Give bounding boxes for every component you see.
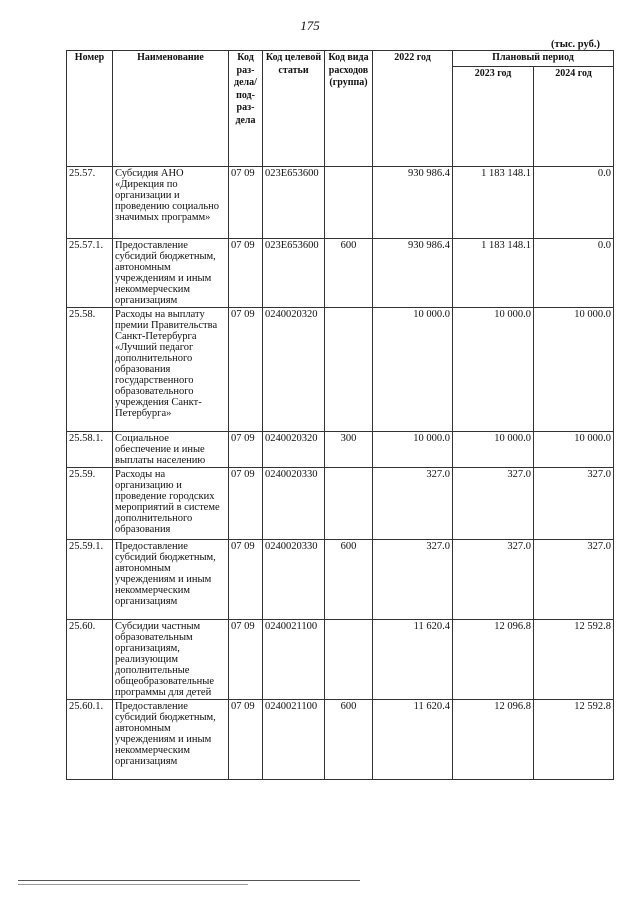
table-row <box>67 619 614 699</box>
row-name: Предоставление субсидий бюджетным, автономным учреждениям и иным некоммерческим организациям <box>113 699 229 779</box>
row-value-2022: 10 000.0 <box>373 307 453 431</box>
row-expense-code: 600 <box>325 699 373 779</box>
row-value-2024: 12 592.8 <box>534 699 614 779</box>
row-value-2024: 10 000.0 <box>534 431 614 467</box>
row-section-code: 07 09 <box>229 699 263 779</box>
row-number: 25.58. <box>67 307 113 431</box>
table-row <box>67 539 614 619</box>
header-2024: 2024 год <box>534 66 614 166</box>
row-target-code: 0240020330 <box>263 539 325 619</box>
header-name: Наименование <box>113 51 229 167</box>
row-name: Предоставление субсидий бюджетным, автономным учреждениям и иным некоммерческим организациям <box>113 238 229 307</box>
row-target-code: 0240021100 <box>263 619 325 699</box>
row-number: 25.59.1. <box>67 539 113 619</box>
header-plan-period: Плановый период <box>453 51 614 67</box>
row-value-2023: 1 183 148.1 <box>453 238 534 307</box>
row-value-2022: 327.0 <box>373 539 453 619</box>
row-number: 25.59. <box>67 467 113 539</box>
row-section-code: 07 09 <box>229 539 263 619</box>
table-row <box>67 467 614 539</box>
row-name: Расходы на выплату премии Правительства Санкт-Петербурга «Лучший педагог дополнительного образования государственного образовательного учреждения Санкт-Петербурга» <box>113 307 229 431</box>
header-number: Номер <box>67 51 113 167</box>
table-row <box>67 166 614 238</box>
row-target-code: 0240020320 <box>263 431 325 467</box>
row-value-2022: 11 620.4 <box>373 699 453 779</box>
row-section-code: 07 09 <box>229 431 263 467</box>
row-value-2023: 1 183 148.1 <box>453 166 534 238</box>
footer-line <box>18 880 360 881</box>
header-2023: 2023 год <box>453 66 534 166</box>
row-value-2022: 10 000.0 <box>373 431 453 467</box>
row-value-2023: 10 000.0 <box>453 431 534 467</box>
row-value-2023: 327.0 <box>453 467 534 539</box>
row-number: 25.57. <box>67 166 113 238</box>
row-value-2024: 0.0 <box>534 166 614 238</box>
row-target-code: 023E653600 <box>263 166 325 238</box>
header-expense-type: Код вида расходов (группа) <box>325 51 373 167</box>
row-value-2022: 327.0 <box>373 467 453 539</box>
row-section-code: 07 09 <box>229 619 263 699</box>
row-target-code: 0240020320 <box>263 307 325 431</box>
table-row <box>67 699 614 779</box>
row-section-code: 07 09 <box>229 467 263 539</box>
row-number: 25.60. <box>67 619 113 699</box>
footer-line-short <box>18 884 248 885</box>
table-row <box>67 431 614 467</box>
row-value-2023: 10 000.0 <box>453 307 534 431</box>
row-value-2023: 12 096.8 <box>453 699 534 779</box>
row-name: Субсидии частным образовательным организациям, реализующим дополнительные общеобразовательные программы для детей <box>113 619 229 699</box>
row-value-2024: 10 000.0 <box>534 307 614 431</box>
row-value-2024: 327.0 <box>534 539 614 619</box>
row-section-code: 07 09 <box>229 166 263 238</box>
table-row <box>67 307 614 431</box>
header-section: Код раз-дела/ под-раз-дела <box>229 51 263 167</box>
row-name: Субсидия АНО «Дирекция по организации и проведению социально значимых программ» <box>113 166 229 238</box>
row-value-2024: 0.0 <box>534 238 614 307</box>
row-target-code: 0240021100 <box>263 699 325 779</box>
row-value-2024: 12 592.8 <box>534 619 614 699</box>
row-expense-code: 600 <box>325 238 373 307</box>
row-target-code: 0240020330 <box>263 467 325 539</box>
row-value-2023: 12 096.8 <box>453 619 534 699</box>
row-section-code: 07 09 <box>229 307 263 431</box>
row-expense-code <box>325 166 373 238</box>
page-number: 175 <box>300 18 320 33</box>
row-expense-code <box>325 619 373 699</box>
row-name: Социальное обеспечение и иные выплаты населению <box>113 431 229 467</box>
row-name: Расходы на организацию и проведение городских мероприятий в системе дополнительного образования <box>113 467 229 539</box>
row-number: 25.58.1. <box>67 431 113 467</box>
row-value-2022: 11 620.4 <box>373 619 453 699</box>
header-target: Код целевой статьи <box>263 51 325 167</box>
row-expense-code: 600 <box>325 539 373 619</box>
row-target-code: 023E653600 <box>263 238 325 307</box>
row-section-code: 07 09 <box>229 238 263 307</box>
row-value-2022: 930 986.4 <box>373 166 453 238</box>
row-value-2023: 327.0 <box>453 539 534 619</box>
table-row <box>67 238 614 307</box>
row-number: 25.60.1. <box>67 699 113 779</box>
budget-table <box>66 50 614 780</box>
row-value-2024: 327.0 <box>534 467 614 539</box>
row-expense-code: 300 <box>325 431 373 467</box>
row-value-2022: 930 986.4 <box>373 238 453 307</box>
units-label: (тыс. руб.) <box>551 39 600 50</box>
row-name: Предоставление субсидий бюджетным, автономным учреждениям и иным некоммерческим организациям <box>113 539 229 619</box>
header-2022: 2022 год <box>373 51 453 167</box>
row-expense-code <box>325 307 373 431</box>
row-number: 25.57.1. <box>67 238 113 307</box>
row-expense-code <box>325 467 373 539</box>
